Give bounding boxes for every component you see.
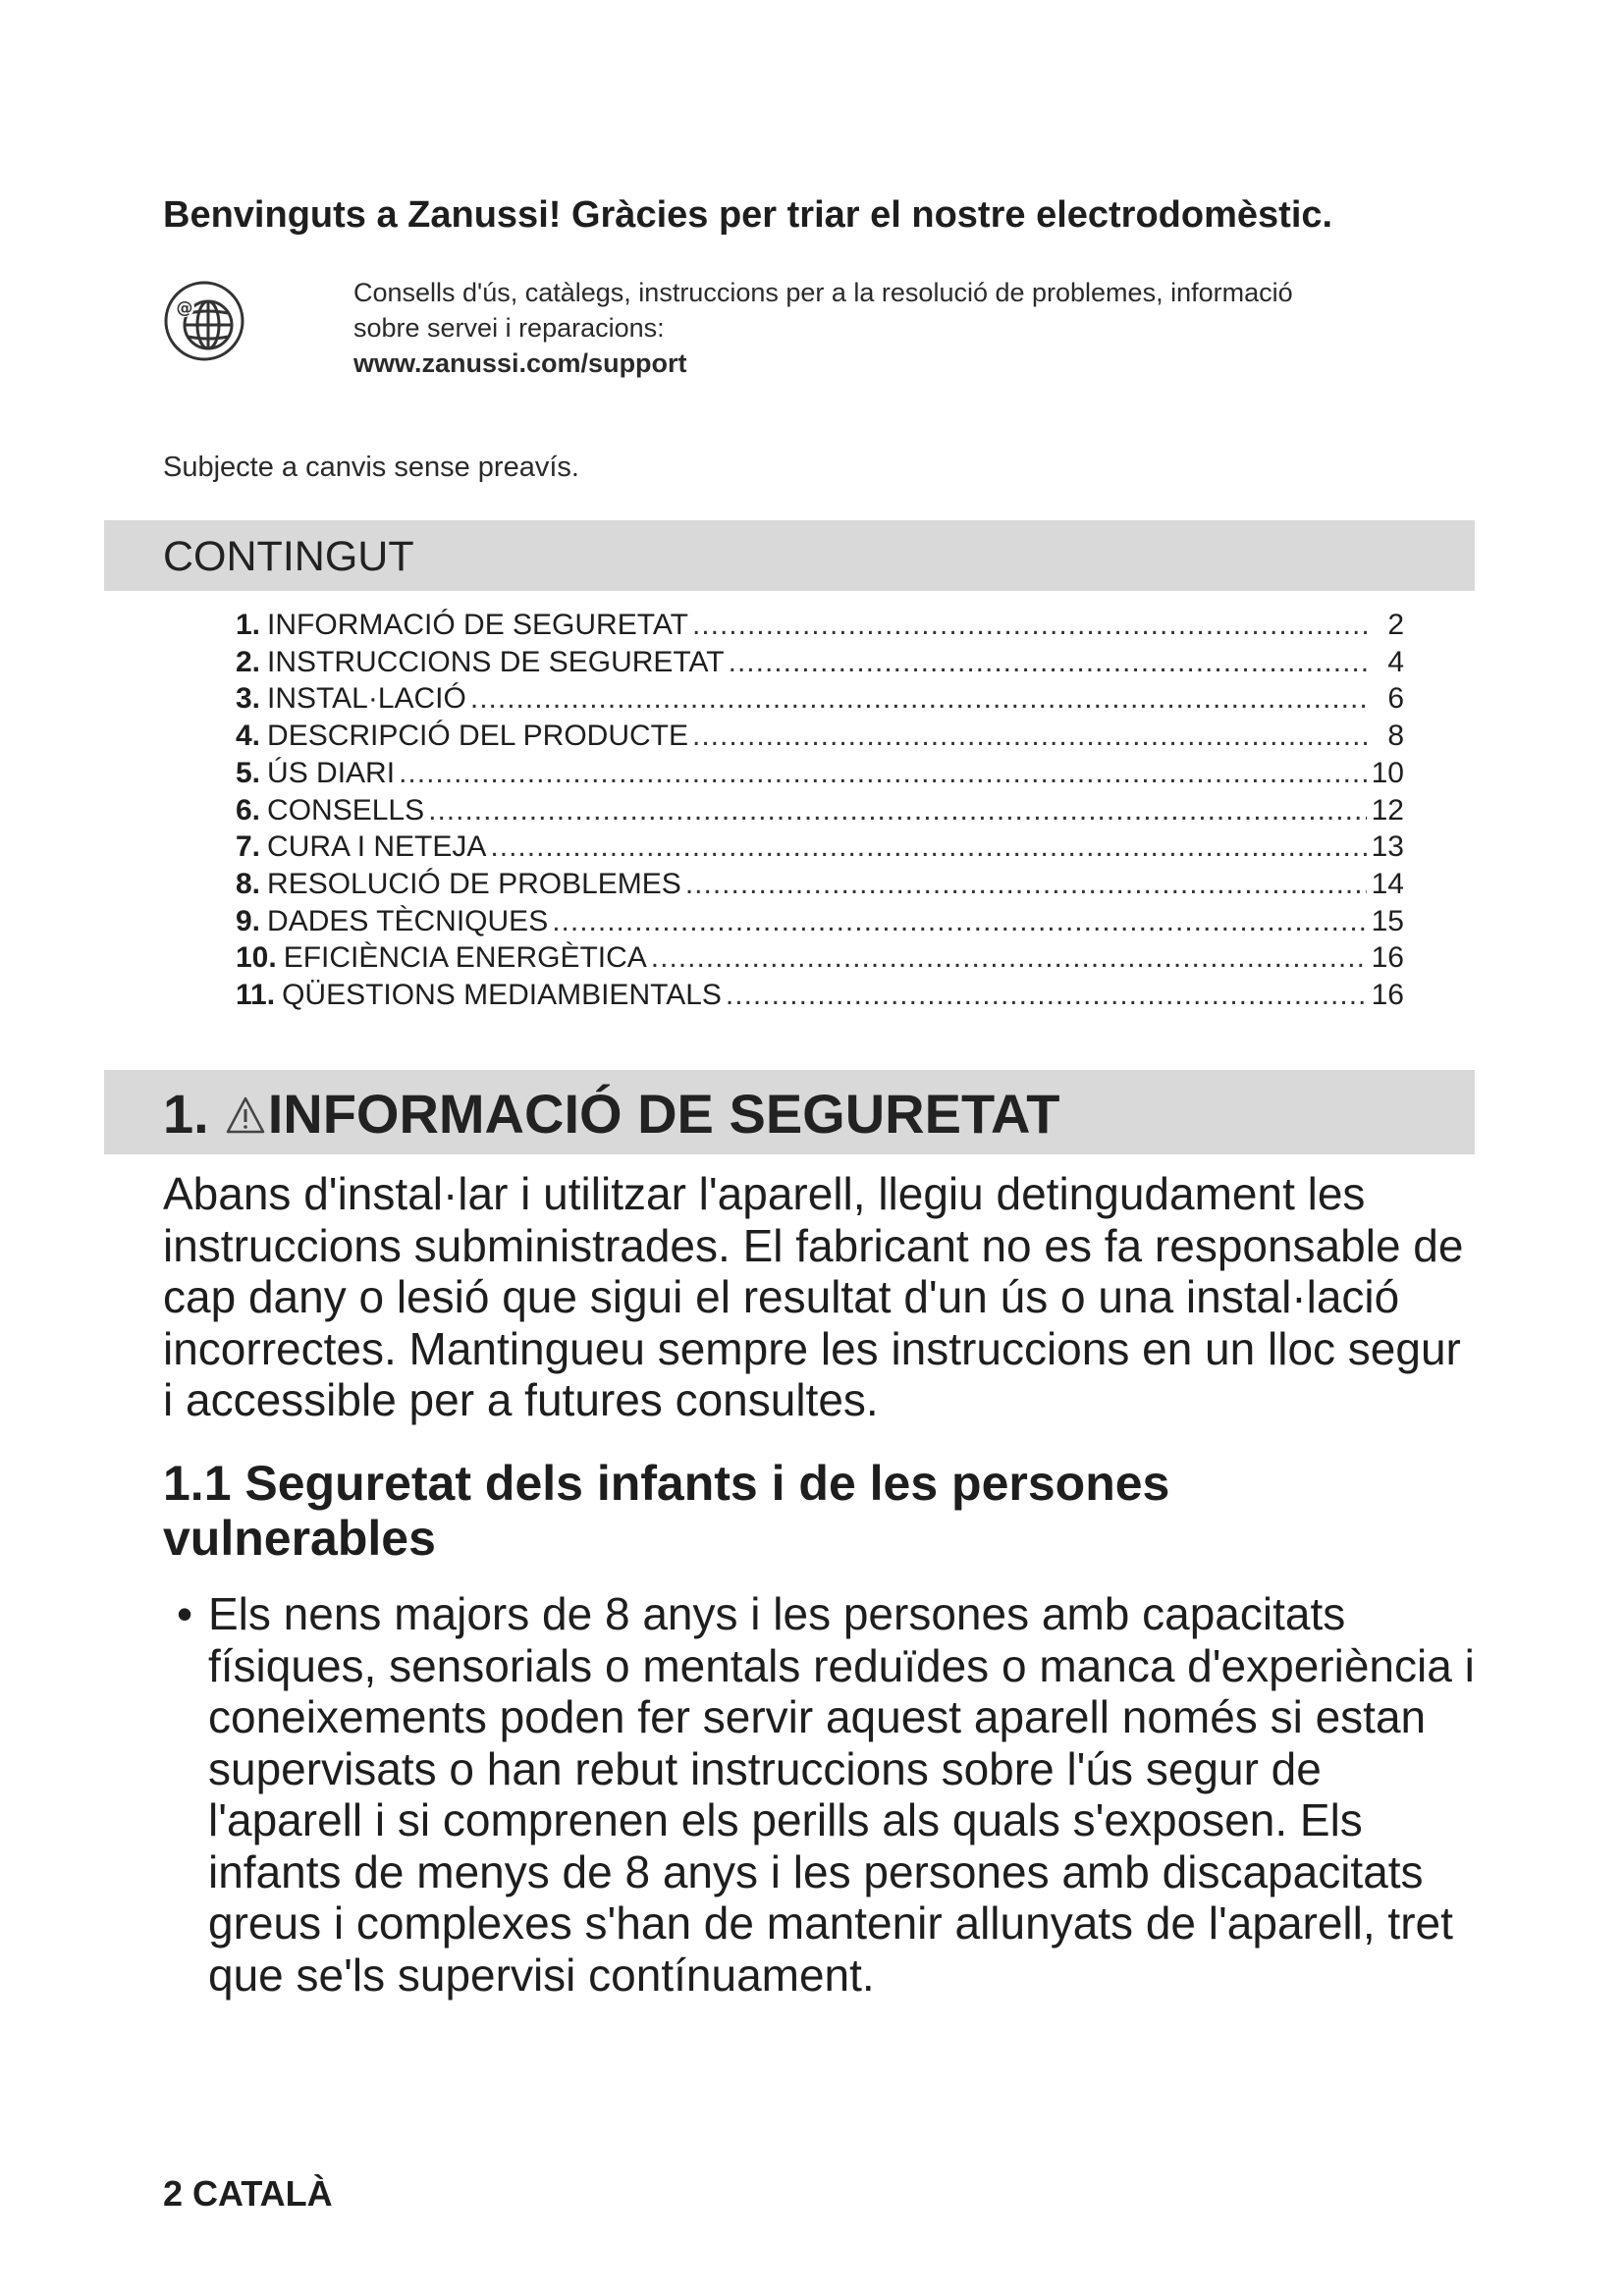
toc-item-page: 6 — [1387, 682, 1404, 716]
toc-item[interactable] — [236, 718, 1404, 755]
safety-intro-paragraph: Abans d'instal·lar i utilitzar l'aparell, llegiu detingudament les instruccions subministrades. El fabricant no es fa responsable de cap dany o lesió que sigui el resultat d'un ús o una instal·lació incorrectes. Mantingueu sempre les instruccions en un lloc segur i accessible per a futures consultes. — [163, 1168, 1464, 1425]
warning-triangle-icon — [225, 1095, 266, 1135]
toc-item-number: 6. — [236, 793, 261, 827]
toc-item-label: CURA I NETEJA — [267, 830, 487, 864]
toc-leader-dots — [651, 939, 1367, 977]
svg-text:@: @ — [176, 298, 193, 318]
toc-item-label: EFICIÈNCIA ENERGÈTICA — [283, 941, 647, 975]
toc-item-label: INSTAL·LACIÓ — [267, 682, 466, 716]
toc-item-page: 16 — [1371, 941, 1404, 975]
toc-item-page: 13 — [1371, 830, 1404, 864]
toc-leader-dots — [552, 903, 1367, 940]
toc-leader-dots — [428, 792, 1367, 829]
toc-item-label: RESOLUCIÓ DE PROBLEMES — [267, 867, 681, 900]
toc-item-page: 12 — [1371, 793, 1404, 827]
change-notice: Subjecte a canvis sense preavís. — [163, 452, 579, 483]
support-url-link[interactable]: www.zanussi.com/support — [353, 348, 687, 378]
toc-item-page: 4 — [1387, 645, 1404, 678]
toc-item-number: 1. — [236, 609, 261, 641]
toc-item[interactable] — [236, 939, 1404, 977]
toc-item-label: DADES TÈCNIQUES — [267, 904, 549, 937]
toc-item[interactable] — [236, 680, 1404, 718]
page-footer: 2 CATALÀ — [163, 2173, 333, 2214]
toc-item-label: DESCRIPCIÓ DEL PRODUCTE — [267, 720, 688, 753]
toc-item-number: 7. — [236, 830, 261, 864]
table-of-contents — [236, 607, 1404, 1014]
toc-leader-dots — [399, 755, 1367, 792]
toc-item[interactable] — [236, 607, 1404, 644]
toc-item-label: CONSELLS — [267, 793, 425, 827]
toc-item[interactable] — [236, 903, 1404, 940]
toc-item-label: INFORMACIÓ DE SEGURETAT — [267, 609, 688, 641]
toc-item[interactable] — [236, 755, 1404, 792]
toc-item-number: 8. — [236, 867, 261, 900]
toc-item-page: 8 — [1387, 720, 1404, 753]
toc-item[interactable] — [236, 977, 1404, 1014]
toc-item-number: 10. — [236, 941, 277, 975]
toc-item-label: INSTRUCCIONS DE SEGURETAT — [267, 645, 725, 678]
welcome-heading: Benvinguts a Zanussi! Gràcies per triar el nostre electrodomèstic. — [163, 194, 1333, 236]
toc-item[interactable] — [236, 644, 1404, 681]
support-line-1: Consells d'ús, catàlegs, instruccions per a la resolució de problemes, informació — [353, 278, 1293, 307]
toc-item-page: 10 — [1371, 756, 1404, 789]
toc-leader-dots — [692, 607, 1367, 644]
toc-item-number: 4. — [236, 720, 261, 753]
toc-item-number: 3. — [236, 682, 261, 716]
toc-item-page: 2 — [1387, 609, 1404, 641]
toc-item[interactable] — [236, 828, 1404, 866]
toc-leader-dots — [729, 644, 1367, 681]
globe-web-icon — [163, 280, 245, 362]
toc-item-number: 9. — [236, 904, 261, 937]
toc-item-page: 15 — [1371, 904, 1404, 937]
toc-item-page: 16 — [1371, 979, 1404, 1012]
toc-leader-dots — [490, 828, 1367, 866]
toc-item-number: 2. — [236, 645, 261, 678]
toc-item-label: ÚS DIARI — [267, 756, 396, 789]
toc-leader-dots — [692, 718, 1367, 755]
toc-title: CONTINGUT — [163, 533, 414, 580]
safety-bullet-list — [163, 1588, 1479, 2001]
toc-item[interactable] — [236, 866, 1404, 903]
section-1-title — [163, 1082, 1060, 1146]
support-info — [353, 275, 1293, 381]
section-title-text: INFORMACIÓ DE SEGURETAT — [267, 1083, 1060, 1145]
toc-item-number: 11. — [236, 979, 276, 1012]
list-item: • Els nens majors de 8 anys i les persones amb capacitats físiques, sensorials o mentals reduïdes o manca d'experiència i coneixements poden fer servir aquest aparell només si estan supervisats o han rebut instruccions sobre l'ús segur de l'aparell i si comprenen els perills als quals s'exposen. Els infants de menys de 8 anys i les persones amb discapacitats greus i complexes s'han de mantenir allunyats de l'aparell, tret que se'ls supervisi contínuament. — [163, 1588, 1479, 2001]
section-number: 1. — [163, 1083, 209, 1145]
toc-item-page: 14 — [1371, 867, 1404, 900]
subsection-title: 1.1 Seguretat dels infants i de les persones vulnerables — [163, 1456, 1170, 1566]
toc-item-label: QÜESTIONS MEDIAMBIENTALS — [282, 979, 722, 1012]
toc-item-number: 5. — [236, 756, 261, 789]
toc-leader-dots — [685, 866, 1367, 903]
toc-leader-dots — [726, 977, 1367, 1014]
toc-leader-dots — [470, 680, 1367, 718]
support-line-2: sobre servei i reparacions: — [353, 313, 665, 343]
toc-item[interactable] — [236, 792, 1404, 829]
